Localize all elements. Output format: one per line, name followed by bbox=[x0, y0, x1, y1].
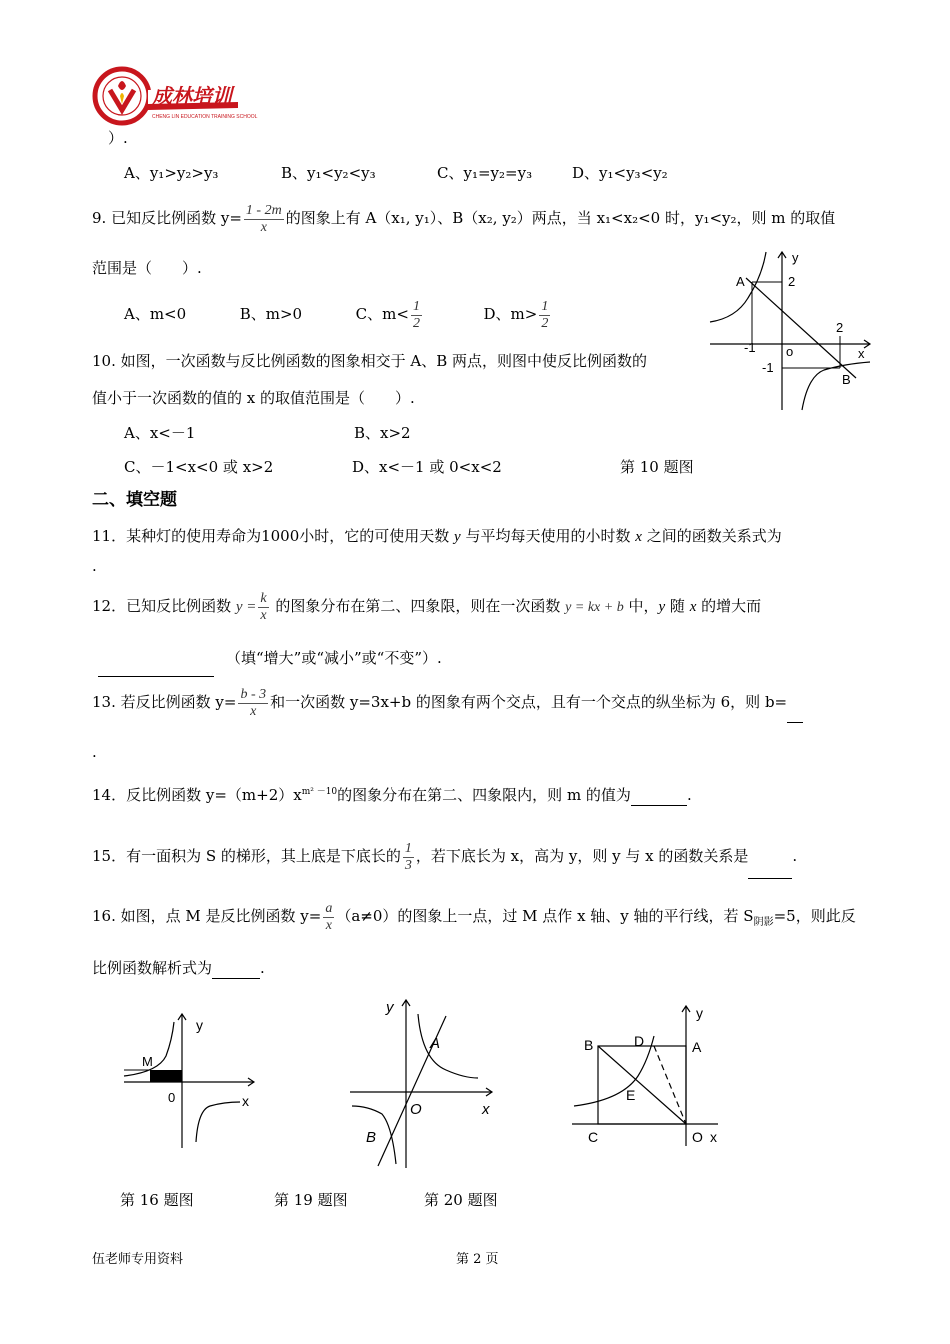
q12-fraction: $\frac{k}{x}$ bbox=[260, 590, 267, 623]
q14-line: 14．反比例函数 $y=(m+2)x^{m^2 -10}$的图象分布在第二、四象限内，则 m 的值为 . bbox=[92, 786, 692, 804]
q10-label-2y: 2 bbox=[788, 274, 796, 289]
q8-option-a: A、y₁>y₂>y₃ bbox=[124, 164, 219, 182]
fig16 bbox=[120, 1010, 270, 1150]
q9-suffix: 的图象上有 A（x₁, y₁）、B（x₂, y₂）两点，当 x₁<x₂<0 时，y₁<y₂，则 m 的取值 bbox=[285, 209, 836, 227]
logo bbox=[92, 66, 258, 126]
q10-label-b: B bbox=[842, 372, 851, 387]
q9-line2: 范围是（ ）. bbox=[92, 259, 202, 277]
q11-line1: 11．某种灯的使用寿命为1000小时，它的可使用天数 y 与平均每天使用的小时数 x 之间的函数关系式为 bbox=[92, 527, 782, 545]
q15-line: 15．有一面积为 S 的梯形，其上底是下底长的 $\frac{1}{3}$ ，若下底长为 x，高为 y，则 y 与 x 的函数关系是 . bbox=[92, 834, 797, 879]
q9-option-c: C、m< bbox=[355, 305, 409, 323]
q9-fraction bbox=[244, 203, 284, 236]
fig20-label-d: D bbox=[634, 1033, 645, 1049]
footer-page: 第 2 页 bbox=[456, 1252, 499, 1267]
fig16-caption: 第 16 题图 bbox=[120, 1191, 194, 1209]
fig20-label-b: B bbox=[584, 1037, 594, 1053]
fig20-label-a: A bbox=[692, 1039, 702, 1055]
fig19-label-y: y bbox=[386, 999, 394, 1016]
q10-line2: 值小于一次函数的值的 x 的取值范围是（ ）. bbox=[92, 389, 415, 407]
footer-left: 伍老师专用资料 bbox=[92, 1252, 184, 1267]
q15-blank[interactable] bbox=[748, 834, 792, 879]
fig16-label-o: 0 bbox=[168, 1090, 176, 1105]
fig20-label-o: O bbox=[692, 1129, 703, 1145]
fig19-label-x: x bbox=[482, 1101, 490, 1118]
q12-line1: 12．已知反比例函数 y = $\frac{k}{x}$ 的图象分布在第二、四象限，则在一次函数 y = kx + b 中，y 随 x 的增大而 bbox=[92, 590, 762, 623]
q10-option-c: C、－1<x<0 或 x>2 bbox=[124, 458, 274, 476]
q9-option-d-fraction: $\frac{1}{2}$ bbox=[541, 298, 549, 331]
fig16-label-m: M bbox=[142, 1054, 153, 1069]
q16-blank[interactable] bbox=[212, 958, 260, 979]
q12-line2: （填“增大”或“减小”或“不变”）. bbox=[226, 649, 442, 667]
q9-option-d: D、m> bbox=[483, 305, 538, 323]
q10-option-a: A、x<－1 bbox=[124, 424, 196, 442]
fig20-label-c: C bbox=[588, 1129, 599, 1145]
q10-caption: 第 10 题图 bbox=[620, 458, 694, 476]
q16-line2: 比例函数解析式为 . bbox=[92, 959, 265, 977]
q9-options bbox=[124, 296, 552, 332]
q8-option-d: D、y₁<y₃<y₂ bbox=[572, 164, 668, 182]
q10-label-2x: 2 bbox=[836, 320, 844, 335]
q10-option-b: B、x>2 bbox=[354, 424, 411, 442]
fig20-caption: 第 20 题图 bbox=[424, 1191, 498, 1209]
q13-line1: 13. 若反比例函数 y= $\frac{b - 3}{x}$ 和一次函数 y=3x+b 的图象有两个交点，且有一个交点的纵坐标为 6，则 b= bbox=[92, 682, 803, 723]
q9-frac-num: 1 - 2m bbox=[245, 202, 282, 218]
logo-ring-text: CHENG LIN EDUCATION TRAINING SCHOOL bbox=[152, 114, 258, 120]
q16-line1: 16. 如图，点 M 是反比例函数 y= $\frac{a}{x}$ （a≠0）的图象上一点，过 M 点作 x 轴、y 轴的平行线，若 $S_{阴影}=5$，则此反 bbox=[92, 900, 856, 933]
q8-tail: ）. bbox=[108, 129, 128, 147]
fig20-dashed-line bbox=[654, 1046, 686, 1124]
fig19-caption: 第 19 题图 bbox=[274, 1191, 348, 1209]
q10-label-a: A bbox=[736, 274, 745, 289]
q13-fraction: $\frac{b - 3}{x}$ bbox=[240, 686, 267, 719]
fig19-hyperbola-right bbox=[418, 1014, 478, 1078]
q12-blank[interactable] bbox=[98, 676, 214, 677]
q10-hyperbola-right bbox=[802, 362, 870, 410]
q10-label-origin: o bbox=[786, 344, 794, 359]
q9-frac-den: x bbox=[260, 219, 267, 235]
fig19-label-a: A bbox=[430, 1035, 441, 1052]
q10-label-neg1y: -1 bbox=[762, 360, 774, 375]
q10-label-neg1x: -1 bbox=[744, 340, 756, 355]
q10-option-d: D、x<－1 或 0<x<2 bbox=[352, 458, 502, 476]
fig19-label-o: O bbox=[410, 1101, 422, 1118]
q8-option-c: C、y₁=y₂=y₃ bbox=[437, 164, 533, 182]
q10-graph bbox=[706, 248, 878, 414]
q9-option-b: B、m>0 bbox=[239, 305, 303, 323]
q10-label-x: x bbox=[858, 346, 865, 361]
q8-option-b: B、y₁<y₂<y₃ bbox=[281, 164, 376, 182]
q16-fraction: $\frac{a}{x}$ bbox=[325, 900, 333, 933]
q13-blank[interactable] bbox=[787, 682, 803, 723]
fig20-label-x: x bbox=[710, 1129, 717, 1145]
fig20 bbox=[568, 1000, 740, 1152]
fig20-diagonal bbox=[598, 1046, 686, 1124]
fig16-label-x: x bbox=[242, 1093, 249, 1109]
q13-line2: . bbox=[92, 743, 97, 761]
q10-line1: 10. 如图，一次函数与反比例函数的图象相交于 A、B 两点，则图中使反比例函数的 bbox=[92, 352, 648, 370]
q9-option-a: A、m<0 bbox=[124, 305, 187, 323]
fig19-label-b: B bbox=[366, 1129, 377, 1146]
fig20-label-e: E bbox=[626, 1087, 636, 1103]
q9-prefix: 9. 已知反比例函数 y= bbox=[92, 209, 242, 227]
fig16-label-y: y bbox=[196, 1017, 203, 1033]
fig19 bbox=[346, 994, 502, 1170]
fig16-shaded-rect bbox=[150, 1070, 182, 1082]
fig20-label-y: y bbox=[696, 1005, 703, 1021]
section-title: 二、填空题 bbox=[92, 490, 177, 510]
logo-emblem bbox=[92, 66, 258, 126]
q10-label-y: y bbox=[792, 250, 799, 265]
q9-option-c-fraction: $\frac{1}{2}$ bbox=[412, 298, 420, 331]
q14-exponent: m² －10 bbox=[301, 787, 338, 797]
q14-blank[interactable] bbox=[631, 785, 687, 806]
q15-fraction: $\frac{1}{3}$ bbox=[404, 840, 412, 873]
fig16-hyperbola-right bbox=[196, 1102, 240, 1142]
q11-line2: . bbox=[92, 557, 97, 575]
q9-line1 bbox=[92, 198, 835, 238]
logo-text: 成林培训 bbox=[152, 86, 232, 108]
